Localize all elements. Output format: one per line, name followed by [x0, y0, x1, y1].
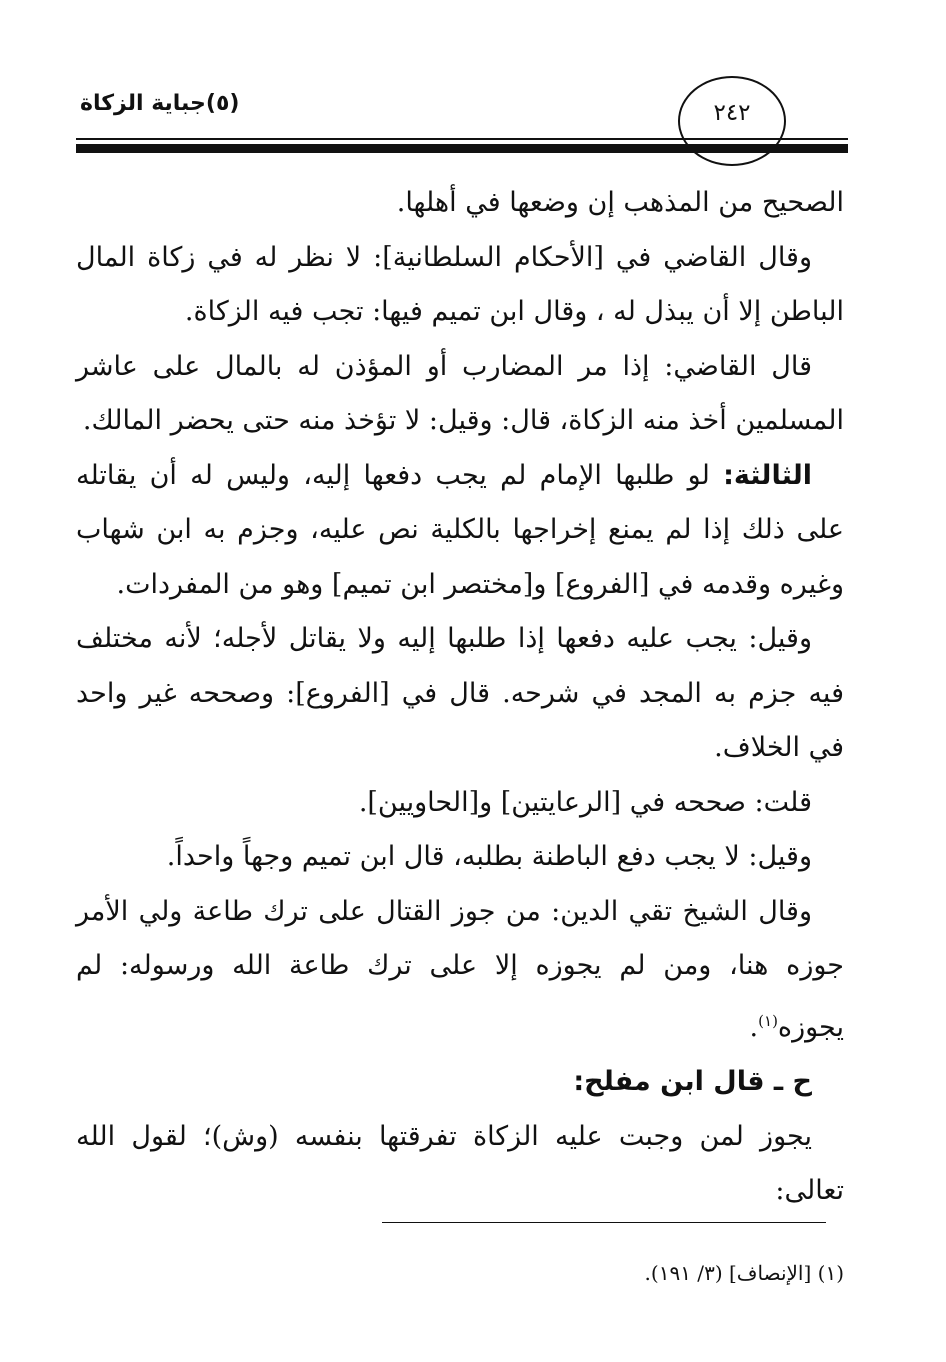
section-heading: ح ـ قال ابن مفلح:	[573, 1066, 812, 1097]
paragraph-2: وقال القاضي في [الأحكام السلطانية]: لا نظر له في زكاة المال الباطن إلا أن يبذل له ، وقال ابن تميم فيها: تجب فيه الزكاة.	[76, 241, 844, 327]
footnote-ref[interactable]: (١)	[758, 1011, 778, 1030]
paragraph-4	[76, 449, 844, 613]
paragraph-6: قلت: صححه في [الرعايتين] و[الحاويين].	[358, 786, 812, 818]
paragraph-1: الصحيح من المذهب إن وضعها في أهلها.	[396, 187, 844, 218]
paragraph-3: قال القاضي: إذا مر المضارب أو المؤذن له بالمال على عاشر المسلمين أخذ منه الزكاة، قال: وقيل: لا تؤخذ منه حتى يحضر المالك.	[76, 350, 844, 436]
paragraph-8-text: وقال الشيخ تقي الدين: من جوز القتال على ترك طاعة ولي الأمر جوزه هنا، ومن لم يجوزه إلا على ترك طاعة الله ورسوله: لم يجوزه	[76, 895, 844, 1043]
paragraph-4-text: لو طلبها الإمام لم يجب دفعها إليه، وليس له أن يقاتله على ذلك إذا لم يمنع إخراجها بالكلية نص عليه، وجزم به ابن شهاب وغيره وقدمه في [الفروع] و[مختصر ابن تميم] وهو من المفردات.	[76, 459, 844, 600]
paragraph-7: وقيل: لا يجب دفع الباطنة بطلبه، قال ابن تميم وجهاً واحداً.	[166, 841, 812, 872]
paragraph-5: وقيل: يجب عليه دفعها إذا طلبها إليه ولا يقاتل لأجله؛ لأنه مختلف فيه جزم به المجد في شرحه. قال في [الفروع]: وصححه غير واحد في الخلاف.	[76, 623, 844, 763]
header-rule-thick	[76, 144, 848, 153]
paragraph-8-end: .	[749, 1011, 759, 1043]
paragraph-4-lead: الثالثة:	[723, 459, 812, 491]
header-rule-thin	[76, 138, 848, 140]
page-number: ٢٤٢	[713, 100, 751, 126]
footnote: (١) [الإنصاف] (٣/ ١٩١).	[644, 1261, 844, 1285]
paragraph-8	[76, 885, 844, 1056]
footnote-separator	[382, 1222, 826, 1223]
body-text	[76, 176, 844, 1219]
paragraph-9: يجوز لمن وجبت عليه الزكاة تفرقتها بنفسه (وش)؛ لقول الله تعالى:	[76, 1120, 844, 1206]
chapter-title: (٥)جباية الزكاة	[80, 91, 240, 116]
